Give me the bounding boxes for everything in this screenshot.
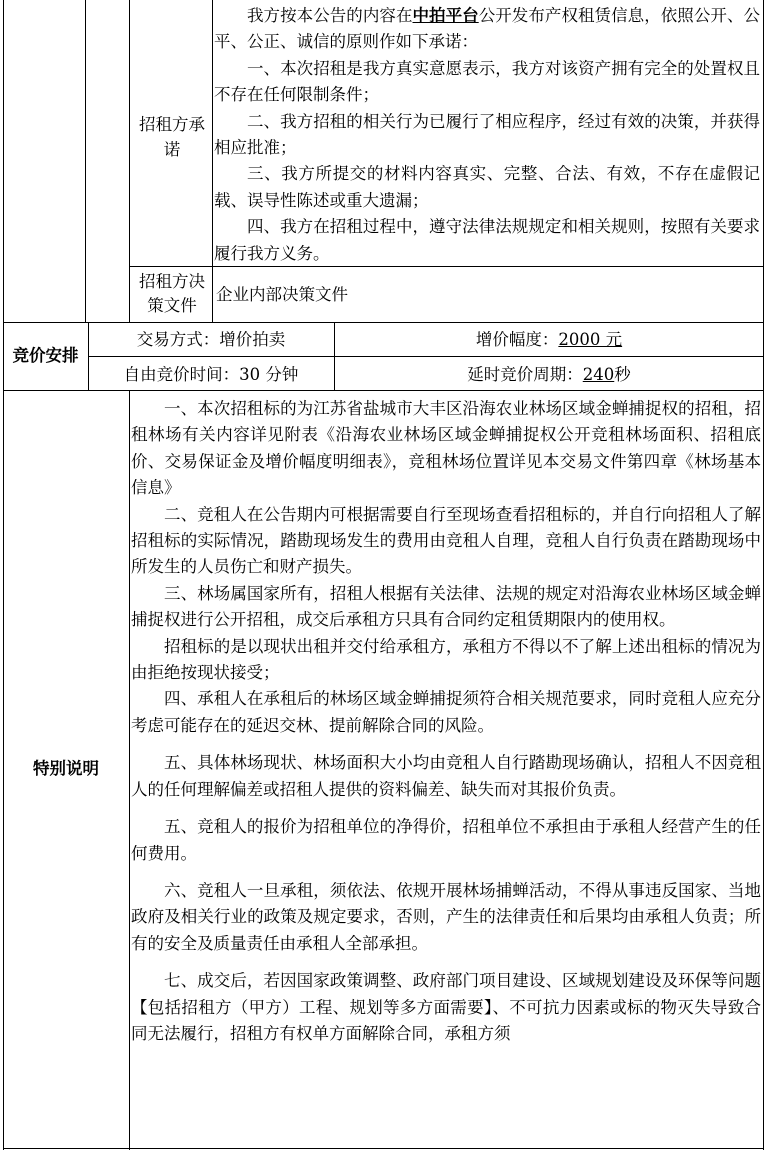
note-paragraph: 一、本次招租标的为江苏省盐城市大丰区沿海农业林场区域金蝉捕捉权的招租，招租林场有关内容详见附表《沿海农业林场区域金蝉捕捉权公开竞租林场面积、招租底价、交易保证金及增价幅度明细表》，竞租林场位置详见本交易文件第四章《林场基本信息》 bbox=[131, 399, 761, 498]
note-paragraph: 招租标的是以现状出租并交付给承租方，承租方不得以不了解上述出租标的情况为由拒绝按现状接受； bbox=[131, 636, 761, 683]
grid-line bbox=[3, 1148, 764, 1149]
platform-name: 中拍平台 bbox=[412, 6, 479, 25]
note-paragraph: 三、林场属国家所有，招租人根据有关法律、法规的规定对沿海农业林场区域金蝉捕捉权进行公开招租，成交后承租方只具有合同约定租赁期限内的使用权。 bbox=[131, 583, 761, 630]
commitment-text bbox=[214, 3, 760, 267]
note-paragraph: 四、承租人在承租后的林场区域金蝉捕捉须符合相关规范要求，同时竞租人应充分考虑可能存在的延迟交林、提前解除合同的风险。 bbox=[131, 689, 761, 735]
grid-line bbox=[129, 390, 130, 1150]
grid-line bbox=[88, 356, 764, 357]
note-paragraph: 七、成交后，若因国家政策调整、政府部门项目建设、区域规划建设及环保等问题【包括招租方（甲方）工程、规划等多方面需要】、不可抗力因素或标的物灭失导致合同无法履行，招租方有权单方面解除合同，承租方须 bbox=[131, 971, 761, 1043]
commitment-item: 一、本次招租是我方真实意愿表示，我方对该资产拥有完全的处置权且不存在任何限制条件； bbox=[214, 58, 760, 105]
price-increment bbox=[334, 329, 764, 351]
delay-bid-period-value: 240 bbox=[582, 365, 615, 384]
commitment-item: 三、我方所提交的材料内容真实、完整、合法、有效，不存在虚假记载、误导性陈述或重大遗漏； bbox=[214, 164, 760, 210]
commitment-item: 四、我方在招租过程中，遵守法律法规规定和相关规则，按照有关要求履行我方义务。 bbox=[214, 217, 760, 263]
grid-line bbox=[3, 322, 764, 323]
grid-line bbox=[85, 0, 86, 322]
trade-method bbox=[88, 329, 334, 351]
commitment-intro: 我方按本公告的内容在中拍平台公开发布产权租赁信息，依照公开、公平、公正、诚信的原则作如下承诺： bbox=[214, 6, 761, 52]
trade-method-label: 交易方式： bbox=[136, 330, 220, 349]
table-left-border bbox=[3, 0, 4, 1150]
bidding-section-label: 竞价安排 bbox=[12, 346, 79, 365]
delay-bid-period-label: 延时竞价周期： bbox=[467, 365, 583, 384]
free-bid-time-value: 30 分钟 bbox=[239, 365, 299, 384]
commitment-item: 二、我方招租的相关行为已履行了相应程序，经过有效的决策，并获得相应批准； bbox=[214, 111, 760, 158]
table-right-border bbox=[763, 0, 764, 1150]
grid-line bbox=[212, 0, 213, 322]
grid-line bbox=[129, 0, 130, 322]
trade-method-value: 增价拍卖 bbox=[219, 330, 286, 349]
delay-bid-period-unit: 秒 bbox=[614, 365, 631, 384]
price-increment-value: 2000 元 bbox=[558, 330, 623, 349]
note-paragraph: 六、竞租人一旦承租，须依法、依规开展林场捕蝉活动，不得从事违反国家、当地政府及相关行业的政策及规定要求，否则，产生的法律责任和后果均由承租人负责；所有的安全及质量责任由承租人全部承担。 bbox=[131, 880, 761, 953]
grid-line bbox=[3, 390, 764, 391]
free-bid-time bbox=[88, 364, 334, 386]
note-paragraph: 二、竞租人在公告期内可根据需要自行至现场查看招租标的，并自行向招租人了解招租标的实际情况，踏勘现场发生的费用由竞租人自理，竞租人自行负责在踏勘现场中所发生的人员伤亡和财产损失。 bbox=[131, 504, 761, 577]
decision-value: 企业内部决策文件 bbox=[216, 285, 348, 304]
notes-text bbox=[131, 396, 761, 1047]
notes-section-label: 特别说明 bbox=[33, 759, 99, 778]
decision-label: 招租方决策文件 bbox=[139, 272, 205, 315]
free-bid-time-label: 自由竞价时间： bbox=[123, 365, 240, 384]
note-paragraph: 五、具体林场现状、林场面积大小均由竞租人自行踏勘现场确认，招租人不因竞租人的任何理解偏差或招租人提供的资料偏差、缺失而对其报价负责。 bbox=[131, 753, 761, 799]
price-increment-label: 增价幅度： bbox=[475, 330, 559, 349]
commitment-label: 招租方承诺 bbox=[139, 115, 205, 159]
delay-bid-period bbox=[334, 364, 764, 386]
note-paragraph: 五、竞租人的报价为招租单位的净得价，招租单位不承担由于承租人经营产生的任何费用。 bbox=[131, 817, 761, 863]
